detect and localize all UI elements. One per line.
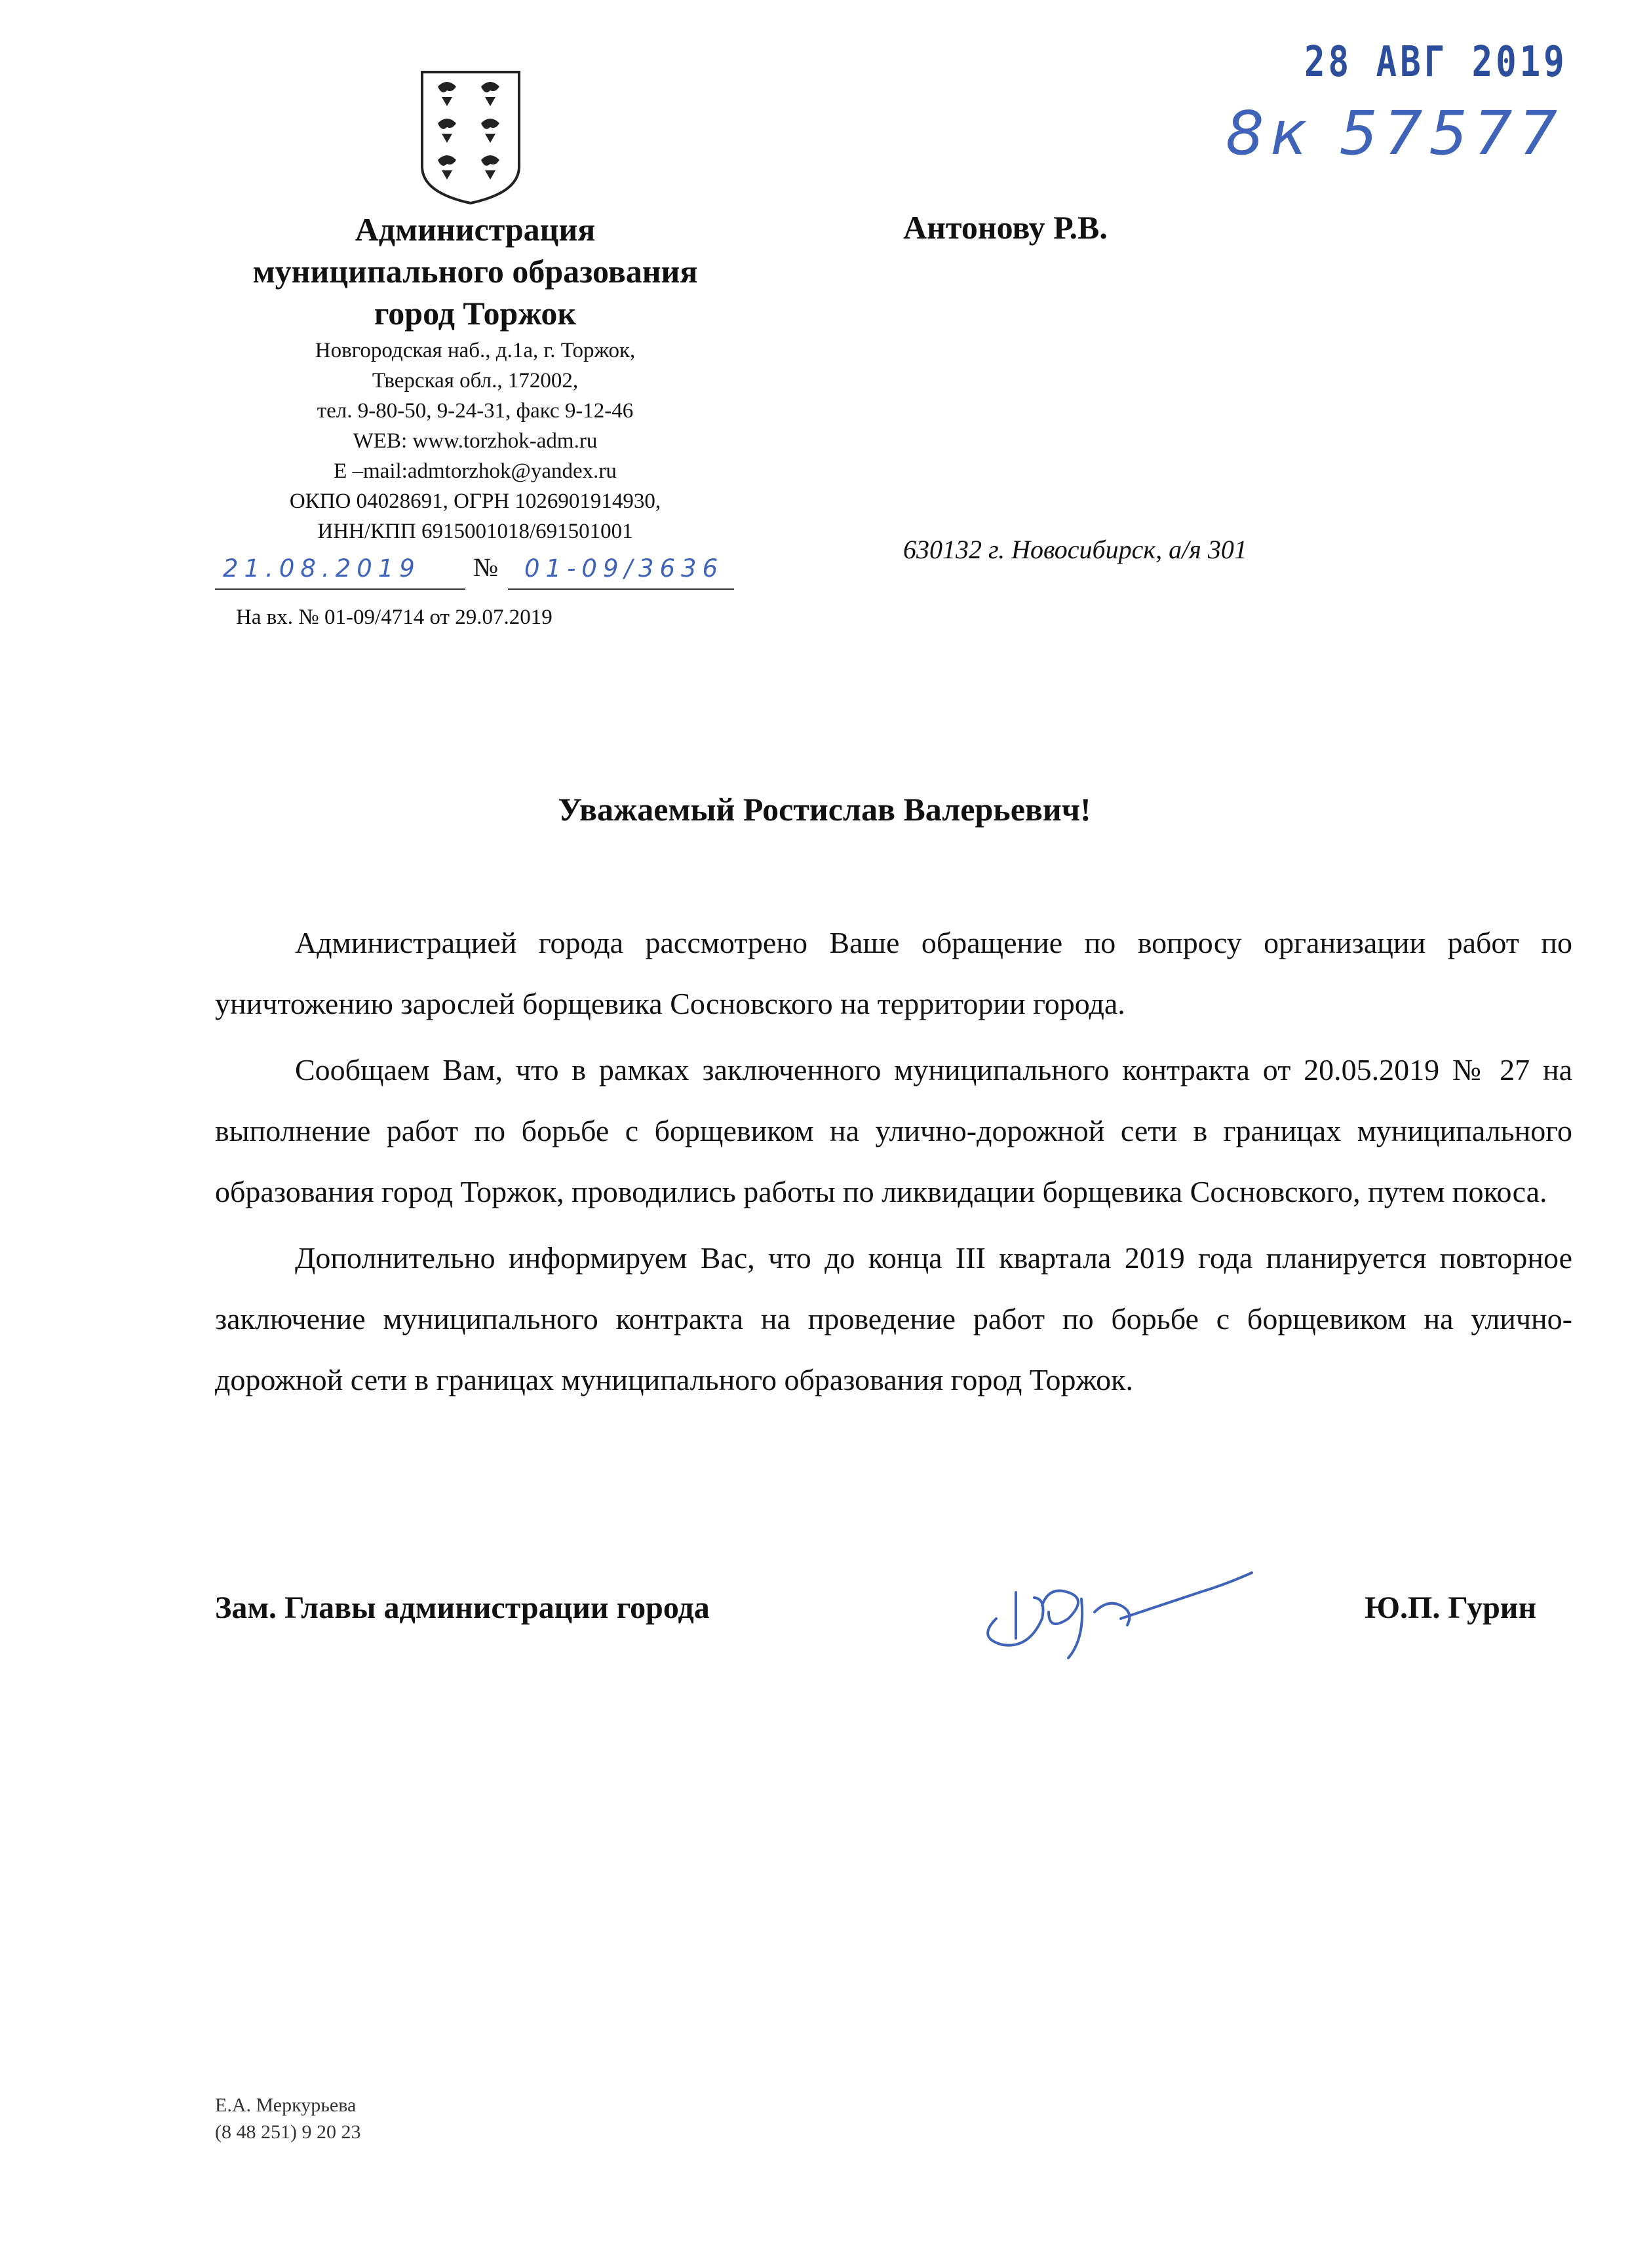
handwritten-signature (970, 1560, 1258, 1664)
signatory-title: Зам. Главы администрации города (215, 1590, 710, 1625)
org-line: муниципального образования (252, 253, 698, 290)
contact-line: Тверская обл., 172002, (372, 369, 579, 393)
recipient-name: Антонову Р.В. (903, 209, 1108, 246)
contact-line: ОКПО 04028691, ОГРН 1026901914930, (289, 490, 661, 513)
body-paragraph: Администрацией города рассмотрено Ваше обращение по вопросу организации работ по уничтожению зарослей борщевика Сосновского на территории города. (215, 926, 1572, 1020)
outgoing-number-handwritten: 01-09/3636 (524, 554, 724, 583)
contact-line: тел. 9-80-50, 9-24-31, факс 9-12-46 (317, 399, 634, 423)
executor-info (215, 2092, 360, 2145)
org-line: город Торжок (374, 295, 577, 332)
executor-phone: (8 48 251) 9 20 23 (215, 2121, 361, 2143)
body-paragraph: Дополнительно информируем Вас, что до конца III квартала 2019 года планируется повторное заключение муниципального контракта на проведение работ по борьбе с борщевиком на улично-дорожной сети в границах муниципального образования город Торжок. (215, 1241, 1572, 1396)
signatory-name: Ю.П. Гурин (1365, 1590, 1537, 1625)
contact-line: E –mail:admtorzhok@yandex.ru (334, 459, 617, 483)
date-underline (215, 588, 465, 590)
received-date-stamp: 28 АВГ 2019 (1304, 38, 1568, 86)
coat-of-arms-icon (418, 68, 523, 206)
contact-line: ИНН/КПП 6915001018/691501001 (317, 520, 633, 543)
number-label: № (473, 552, 499, 582)
sender-contacts (164, 336, 786, 547)
letter-body (215, 912, 1572, 1415)
executor-name: Е.А. Меркурьева (215, 2094, 357, 2116)
recipient-address: 630132 г. Новосибирск, а/я 301 (903, 535, 1247, 564)
org-line: Администрация (355, 211, 596, 248)
sender-organization (164, 208, 786, 334)
incoming-reference: На вх. № 01-09/4714 от 29.07.2019 (236, 605, 553, 629)
contact-line: Новгородская наб., д.1а, г. Торжок, (315, 339, 636, 362)
greeting: Уважаемый Ростислав Валерьевич! (558, 791, 1091, 828)
number-underline (508, 588, 734, 590)
outgoing-date-handwritten: 21.08.2019 (223, 554, 421, 583)
incoming-number-handwritten: 8к 57577 (1226, 98, 1564, 168)
contact-line: WEB: www.torzhok-adm.ru (353, 429, 598, 453)
body-paragraph: Сообщаем Вам, что в рамках заключенного муниципального контракта от 20.05.2019 № 27 на выполнение работ по борьбе с борщевиком на улично-дорожной сети в границах муниципального образования город Торжок, проводились работы по ликвидации борщевика Сосновского, путем покоса. (215, 1053, 1572, 1208)
